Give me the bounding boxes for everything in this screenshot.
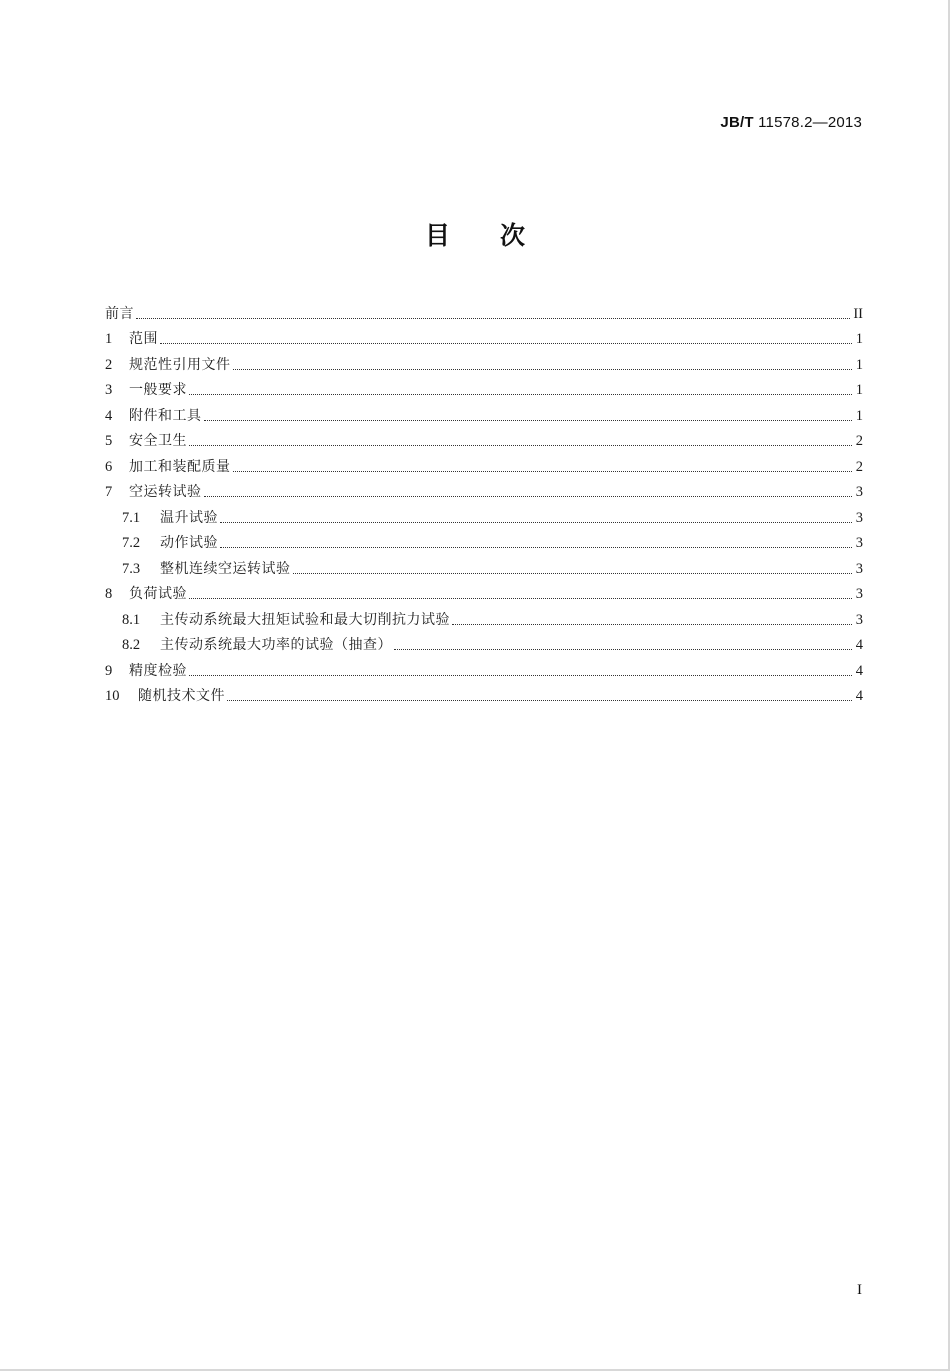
toc-entry-page: 1 xyxy=(855,356,863,373)
toc-entry-number: 2 xyxy=(105,356,113,373)
toc-entry-page: 4 xyxy=(855,688,863,704)
toc-entry-label: 主传动系统最大功率的试验（抽查） xyxy=(160,637,392,653)
dot-leader xyxy=(233,368,853,370)
toc-entry-number: 3 xyxy=(105,382,113,398)
toc-entry-label: 一般要求 xyxy=(129,382,187,398)
dot-leader xyxy=(394,648,852,650)
toc-entry-number: 7.3 xyxy=(122,560,141,577)
toc-title: 目次 xyxy=(424,221,575,250)
standard-prefix: JB/T xyxy=(720,114,754,131)
dot-leader xyxy=(136,317,850,319)
toc-entry-4[interactable] xyxy=(105,399,863,425)
dot-leader xyxy=(189,393,852,395)
dot-leader xyxy=(189,674,852,676)
toc-entry-page: 2 xyxy=(855,433,863,449)
dot-leader xyxy=(227,699,852,701)
toc-entry-page: 3 xyxy=(855,560,863,577)
toc-entry-5[interactable] xyxy=(105,425,863,451)
toc-entry-8-1[interactable] xyxy=(105,603,863,629)
toc-entry-label: 安全卫生 xyxy=(129,433,187,449)
toc-entry-page: 4 xyxy=(855,637,863,653)
dot-leader xyxy=(220,546,852,548)
toc-entry-page: 3 xyxy=(855,509,863,526)
toc-entry-foreword[interactable] xyxy=(105,297,863,323)
toc-entry-number: 4 xyxy=(105,407,113,424)
table-of-contents xyxy=(105,297,863,705)
toc-entry-7-2[interactable] xyxy=(105,527,863,553)
standard-code: 11578.2—2013 xyxy=(758,114,862,131)
page-number: I xyxy=(857,1282,862,1298)
toc-entry-2[interactable] xyxy=(105,348,863,374)
dot-leader xyxy=(293,572,853,574)
toc-entry-number: 9 xyxy=(105,662,113,679)
standard-number xyxy=(720,114,862,131)
toc-entry-page: 2 xyxy=(855,458,863,475)
toc-entry-number: 6 xyxy=(105,458,113,475)
toc-entry-7[interactable] xyxy=(105,476,863,502)
dot-leader xyxy=(160,342,852,344)
toc-entry-page: 1 xyxy=(855,407,863,424)
dot-leader xyxy=(452,623,852,625)
dot-leader xyxy=(204,419,853,421)
toc-entry-number: 7.1 xyxy=(122,509,141,526)
dot-leader xyxy=(233,470,853,472)
toc-entry-number: 5 xyxy=(105,433,113,449)
toc-entry-page: 3 xyxy=(855,611,863,628)
toc-entry-7-1[interactable] xyxy=(105,501,863,527)
toc-entry-7-3[interactable] xyxy=(105,552,863,578)
toc-entry-page: 3 xyxy=(855,484,863,500)
toc-entry-label: 随机技术文件 xyxy=(138,688,225,704)
toc-entry-label: 规范性引用文件 xyxy=(129,356,231,373)
toc-entry-label: 主传动系统最大扭矩试验和最大切削抗力试验 xyxy=(160,611,450,628)
toc-entry-label: 负荷试验 xyxy=(129,586,187,602)
toc-entry-number: 8.2 xyxy=(122,637,141,653)
dot-leader xyxy=(189,444,852,446)
dot-leader xyxy=(220,521,852,523)
toc-entry-label: 加工和装配质量 xyxy=(129,458,231,475)
toc-entry-page: 1 xyxy=(855,382,863,398)
toc-entry-9[interactable] xyxy=(105,654,863,680)
toc-entry-number: 10 xyxy=(105,688,120,704)
toc-entry-10[interactable] xyxy=(105,680,863,706)
toc-entry-label: 动作试验 xyxy=(160,535,218,551)
toc-entry-number: 8.1 xyxy=(122,611,141,628)
toc-entry-label: 空运转试验 xyxy=(129,484,202,500)
toc-entry-3[interactable] xyxy=(105,374,863,400)
toc-entry-8-2[interactable] xyxy=(105,629,863,655)
toc-entry-label: 前言 xyxy=(105,305,134,322)
toc-entry-page: II xyxy=(853,305,863,322)
toc-entry-number: 7 xyxy=(105,484,113,500)
toc-entry-label: 精度检验 xyxy=(129,662,187,679)
toc-entry-label: 附件和工具 xyxy=(129,407,202,424)
toc-entry-8[interactable] xyxy=(105,578,863,604)
toc-entry-number: 1 xyxy=(105,331,113,347)
toc-entry-6[interactable] xyxy=(105,450,863,476)
toc-entry-page: 3 xyxy=(855,535,863,551)
toc-entry-number: 8 xyxy=(105,586,113,602)
toc-entry-page: 4 xyxy=(855,662,863,679)
toc-entry-page: 3 xyxy=(855,586,863,602)
toc-entry-label: 整机连续空运转试验 xyxy=(160,560,291,577)
dot-leader xyxy=(189,597,852,599)
toc-entry-1[interactable] xyxy=(105,323,863,349)
toc-entry-page: 1 xyxy=(855,331,863,347)
dot-leader xyxy=(204,495,853,497)
toc-entry-label: 范围 xyxy=(129,331,158,347)
toc-entry-number: 7.2 xyxy=(122,535,141,551)
toc-entry-label: 温升试验 xyxy=(160,509,218,526)
